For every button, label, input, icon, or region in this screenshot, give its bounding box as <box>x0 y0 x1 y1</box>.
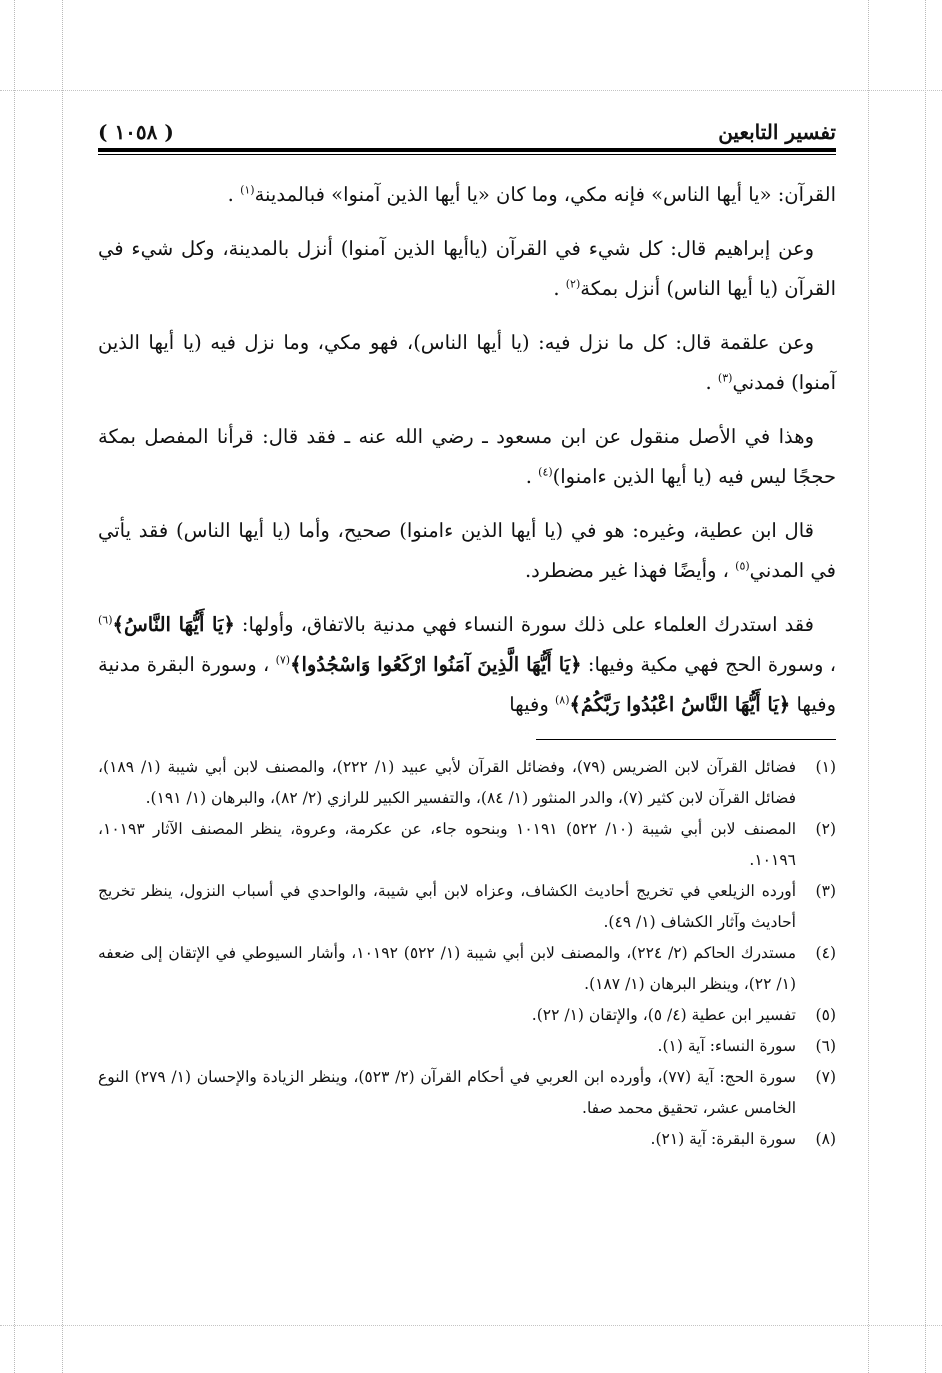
footnote-separator <box>536 739 836 740</box>
scan-guide-line <box>0 1325 942 1326</box>
footnote-text: المصنف لابن أبي شيبة (١٠/ ٥٢٢) ١٠١٩١ وبنحوه جاء، عن عكرمة، وعروة، ينظر المصنف الآثار ١٠١٩٣، ١٠١٩٦. <box>98 820 797 869</box>
scan-guide-line <box>62 0 63 1373</box>
footnote-number: (٢) <box>815 820 836 838</box>
scan-guide-line <box>14 0 15 1373</box>
footnote-ref[interactable]: (٤) <box>538 465 553 479</box>
paragraph: القرآن: «يا أيها الناس» فإنه مكي، وما كان «يا أيها الذين آمنوا» فبالمدينة$^{(١)}$ . <box>227 183 836 206</box>
book-page <box>98 110 836 1155</box>
scan-guide-line <box>868 0 869 1373</box>
footnote-ref[interactable]: (٣) <box>717 371 733 385</box>
footnote-ref[interactable]: (٧) <box>275 653 291 667</box>
page-number: ( ١٠٥٨ ) <box>98 120 174 144</box>
footnote <box>98 1062 836 1124</box>
main-text <box>98 175 836 725</box>
footnote-ref[interactable]: (٦) <box>98 613 113 627</box>
footnote <box>98 938 836 1000</box>
paragraph: وعن علقمة قال: كل ما نزل فيه: (يا أيها الناس)، فهو مكي، وما نزل فيه (يا أيها الذين آمنوا) فمدني$^{(٣)}$ . <box>98 331 836 394</box>
footnote-text: سورة البقرة: آية (٢١). <box>650 1130 796 1148</box>
footnote <box>98 752 836 814</box>
footnotes <box>98 752 836 1155</box>
footnote-number: (١) <box>815 758 836 776</box>
quran-verse: ﴿يَا أَيُّهَا النَّاسُ﴾ <box>112 613 235 636</box>
paragraph: وعن إبراهيم قال: كل شيء في القرآن (ياأيها الذين آمنوا) أنزل بالمدينة، وكل شيء في القرآن (يا أيها الناس) أنزل بمكة$^{(٢)}$ . <box>98 237 836 300</box>
footnote-number: (٧) <box>815 1068 836 1086</box>
header-rule-thin <box>98 154 836 155</box>
quran-verse: ﴿يَا أَيُّهَا الَّذِينَ آمَنُوا ارْكَعُوا وَاسْجُدُوا﴾ <box>290 653 582 676</box>
paragraph: وهذا في الأصل منقول عن ابن مسعود ـ رضي الله عنه ـ فقد قال: قرأنا المفصل بمكة حججًا ليس فيه (يا أيها الذين ءامنوا)$^{(٤)}$ . <box>98 425 836 488</box>
paragraph: فقد استدرك العلماء على ذلك سورة النساء فهي مدنية بالاتفاق، وأولها: ﴿يَا أَيُّهَا النَّاسُ﴾$^{(٦)}$ ، وسورة الحج فهي مكية وفيها: ﴿يَا أَيُّهَا الَّذِينَ آمَنُوا ارْكَعُوا وَاسْجُدُوا﴾$^{(٧)}$ ، وسورة البقرة مدنية وفيها ﴿يَا أَيُّهَا النَّاسُ اعْبُدُوا رَبَّكُمُ﴾$^{(٨)}$ وفيها <box>98 613 836 716</box>
footnote <box>98 1124 836 1155</box>
footnote-text: فضائل القرآن لابن الضريس (٧٩)، وفضائل القرآن لأبي عبيد (١/ ٢٢٢)، والمصنف لابن أبي شيبة (١/ ١٨٩)، فضائل القرآن لابن كثير (٧)، والدر المنثور (١/ ٨٤)، والتفسير الكبير للرازي (٢/ ٨٢)، والبرهان (١/ ١٩١). <box>98 758 796 807</box>
footnote-number: (٦) <box>815 1037 836 1055</box>
quran-verse: ﴿يَا أَيُّهَا النَّاسُ اعْبُدُوا رَبَّكُمُ﴾ <box>569 693 791 716</box>
footnote <box>98 814 836 876</box>
footnote-text: سورة النساء: آية (١). <box>657 1037 796 1055</box>
scan-guide-line <box>0 90 942 91</box>
footnote-ref[interactable]: (٢) <box>565 277 581 291</box>
header-rule-thick <box>98 148 836 152</box>
footnote-text: تفسير ابن عطية (٤/ ٥)، والإتقان (١/ ٢٢). <box>531 1006 796 1024</box>
footnote-text: مستدرك الحاكم (٢/ ٢٢٤)، والمصنف لابن أبي شيبة (١/ ٥٢٢) ١٠١٩٢، وأشار السيوطي في الإتقان إلى ضعفه (١/ ٢٢)، وينظر البرهان (١/ ١٨٧). <box>98 944 796 993</box>
footnote-number: (٨) <box>815 1130 836 1148</box>
paragraph: قال ابن عطية، وغيره: هو في (يا أيها الذين ءامنوا) صحيح، وأما (يا أيها الناس) فقد يأتي في المدني$^{(٥)}$ ، وأيضًا فهذا غير مضطرد. <box>98 519 836 582</box>
footnote-number: (٥) <box>815 1006 836 1024</box>
running-title: تفسير التابعين <box>718 120 836 144</box>
footnote-ref[interactable]: (٨) <box>554 693 570 707</box>
footnote-number: (٣) <box>815 882 836 900</box>
footnote <box>98 1031 836 1062</box>
footnote-text: أورده الزيلعي في تخريج أحاديث الكشاف، وعزاه لابن أبي شيبة، والواحدي في أسباب النزول، ينظر تخريج أحاديث وآثار الكشاف (١/ ٤٩). <box>98 882 796 931</box>
footnote <box>98 1000 836 1031</box>
footnote <box>98 876 836 938</box>
footnote-ref[interactable]: (٥) <box>735 559 750 573</box>
scan-guide-line <box>925 0 926 1373</box>
footnote-text: سورة الحج: آية (٧٧)، وأورده ابن العربي في أحكام القرآن (٢/ ٥٢٣)، وينظر الزيادة والإحسان (١/ ٢٧٩) النوع الخامس عشر، تحقيق محمد صفا. <box>98 1068 797 1117</box>
footnote-ref[interactable]: (١) <box>240 183 255 197</box>
running-header <box>98 110 836 144</box>
footnote-number: (٤) <box>815 944 836 962</box>
